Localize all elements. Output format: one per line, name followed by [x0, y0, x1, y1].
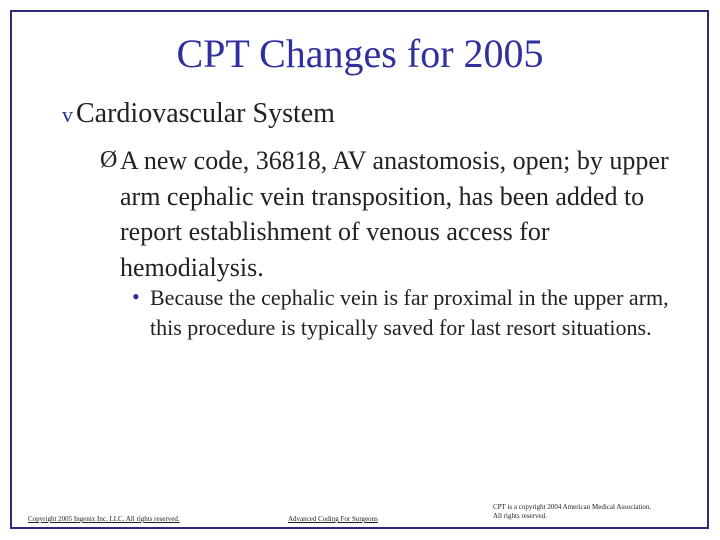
bullet-level1-text: Cardiovascular System — [76, 98, 335, 129]
footer-copyright: Copyright 2005 Ingenix Inc. LLC. All rights reserved. — [28, 515, 180, 523]
bullet-level3-text: Because the cephalic vein is far proximal in the upper arm, this procedure is typically saved for last resort situations. — [150, 285, 669, 340]
bullet-level1 — [62, 96, 335, 133]
arrow-bullet-icon: Ø — [100, 147, 118, 173]
footer-course-title: Advanced Coding For Surgeons — [288, 515, 378, 523]
diamond-bullet-icon: v — [62, 102, 73, 127]
slide-title: CPT Changes for 2005 — [176, 31, 544, 76]
bullet-level2-text: A new code, 36818, AV anastomosis, open; by upper arm cephalic vein transposition, has been added to report establishment of venous access for hemodialysis. — [120, 146, 669, 282]
footer-cpt-line2: All rights reserved. — [493, 512, 547, 520]
bullet-level3 — [132, 283, 672, 343]
footer-cpt-line1: CPT is a copyright 2004 American Medical Association. — [493, 503, 652, 511]
footer-cpt-notice — [493, 503, 693, 521]
dot-bullet-icon: • — [132, 284, 140, 309]
bullet-level2 — [100, 143, 680, 285]
